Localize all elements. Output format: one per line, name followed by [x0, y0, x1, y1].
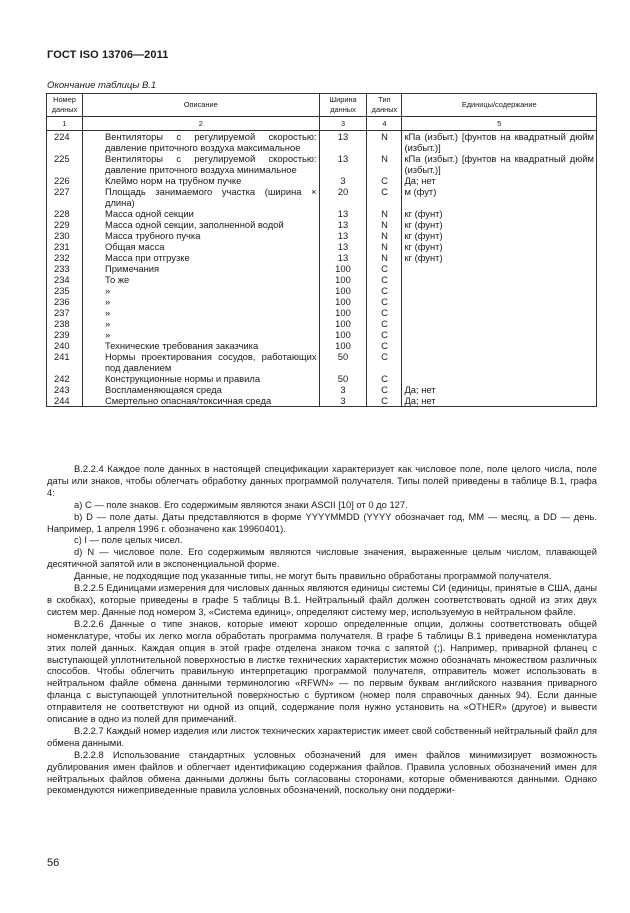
- cell-type: N: [367, 230, 402, 241]
- table-row: [47, 285, 597, 296]
- cell-width: 50: [319, 373, 367, 384]
- description-text: То же: [104, 274, 130, 285]
- cell-width: 3: [319, 175, 367, 186]
- data-table: [46, 93, 597, 407]
- paragraph: с) I — поле целых чисел.: [74, 534, 183, 546]
- table-header-row: [47, 94, 597, 117]
- description-text: Площадь занимаемого участка (ширина × длина): [104, 186, 317, 208]
- cell-units: м (фут): [402, 186, 597, 208]
- cell-description: [82, 219, 319, 230]
- cell-number: 235: [47, 285, 83, 296]
- header-description: Описание: [82, 94, 319, 117]
- cell-type: С: [367, 329, 402, 340]
- cell-width: 13: [319, 241, 367, 252]
- cell-number: 231: [47, 241, 83, 252]
- cell-units: [402, 329, 597, 340]
- description-text: Вентиляторы с регулируемой скоростью: давление приточного воздуха максимальное: [104, 131, 317, 153]
- cell-description: [82, 241, 319, 252]
- cell-type: С: [367, 384, 402, 395]
- column-number: 3: [319, 117, 367, 131]
- description-text: »: [104, 296, 111, 307]
- table-row: [47, 186, 597, 208]
- cell-number: 230: [47, 230, 83, 241]
- cell-type: С: [367, 340, 402, 351]
- cell-width: 13: [319, 208, 367, 219]
- cell-number: 229: [47, 219, 83, 230]
- cell-units: кг (фунт): [402, 252, 597, 263]
- description-text: Масса одной секции, заполненной водой: [104, 219, 284, 230]
- cell-type: N: [367, 131, 402, 154]
- table-row: [47, 373, 597, 384]
- paragraph: В.2.2.8 Использование стандартных условных обозначений для имен файлов минимизирует возможность дублирования имен файлов и облегчает идентификацию содержания файлов. Правила условных обозначений имен для нейтральных файлов обмена данными должны быть согласованы сторонами, которые обмениваются данными. Однако рекомендуются нижеприведенные правила условных обозначений, поскольку они поддержи-: [47, 748, 597, 796]
- table-row: [47, 351, 597, 373]
- cell-description: [82, 340, 319, 351]
- body-text: [47, 463, 597, 796]
- cell-number: 228: [47, 208, 83, 219]
- cell-description: [82, 153, 319, 175]
- cell-description: [82, 296, 319, 307]
- cell-type: С: [367, 186, 402, 208]
- cell-description: [82, 307, 319, 318]
- cell-width: 50: [319, 351, 367, 373]
- cell-description: [82, 131, 319, 154]
- cell-type: С: [367, 274, 402, 285]
- table-row: [47, 329, 597, 340]
- table-row: [47, 208, 597, 219]
- paragraph: В.2.2.6 Данные о типе знаков, которые имеют хорошо определенные опции, должны соответствовать общей номенклатуре, чтобы их легко могла обработать программа получателя. В графе 5 таблицы В.1 приведена номенклатура этих полей данных. Каждая опция в этой графе отделена знаком точка с запятой (;). Например, приварной фланец с выступающей уплотнительной поверхностью в листке технических характеристик можно обозначать множеством различных способов. Чтобы облегчить правильную интерпретацию программой получателя, отправитель может использовать в нейтральном файле обмена данными терминологию «RFWN» — по первым буквам английского названия приварного фланца с выступающей уплотнительной поверхностью с буртиком (номер поля справочных данных 94). Если данные отправителя не соответствуют ни одной из опций, содержание поля нужно установить на «OTHER» (другое) и вывести описание в одно из полей для примечаний.: [47, 617, 597, 725]
- header-type: Тип данных: [367, 94, 402, 117]
- cell-type: С: [367, 351, 402, 373]
- table-row: [47, 274, 597, 285]
- cell-description: [82, 373, 319, 384]
- cell-units: [402, 263, 597, 274]
- cell-type: N: [367, 252, 402, 263]
- cell-type: С: [367, 307, 402, 318]
- cell-type: С: [367, 395, 402, 407]
- cell-description: [82, 318, 319, 329]
- cell-description: [82, 186, 319, 208]
- paragraph: В.2.2.7 Каждый номер изделия или листок технических характеристик имеет свой собственный нейтральный файл для обмена данными.: [47, 724, 597, 748]
- document-header: ГОСТ ISO 13706—2011: [47, 49, 169, 61]
- cell-number: 239: [47, 329, 83, 340]
- table-row: [47, 296, 597, 307]
- table-body: [47, 131, 597, 407]
- cell-units: [402, 296, 597, 307]
- cell-width: 100: [319, 296, 367, 307]
- paragraph: Данные, не подходящие под указанные типы, не могут быть правильно обработаны программой получателя.: [74, 570, 552, 582]
- description-text: »: [104, 307, 111, 318]
- cell-width: 100: [319, 318, 367, 329]
- description-text: Конструкционные нормы и правила: [104, 373, 261, 384]
- column-number-row: [47, 117, 597, 131]
- description-text: Технические требования заказчика: [104, 340, 259, 351]
- cell-number: 240: [47, 340, 83, 351]
- cell-units: [402, 285, 597, 296]
- cell-width: 100: [319, 274, 367, 285]
- cell-width: 13: [319, 153, 367, 175]
- page-number: 56: [47, 857, 60, 869]
- column-number: 1: [47, 117, 83, 131]
- table-row: [47, 219, 597, 230]
- cell-description: [82, 230, 319, 241]
- cell-description: [82, 274, 319, 285]
- description-text: »: [104, 285, 111, 296]
- cell-description: [82, 329, 319, 340]
- cell-description: [82, 175, 319, 186]
- table-row: [47, 131, 597, 154]
- cell-units: кг (фунт): [402, 241, 597, 252]
- table-row: [47, 153, 597, 175]
- cell-number: 233: [47, 263, 83, 274]
- table-row: [47, 175, 597, 186]
- cell-units: кг (фунт): [402, 208, 597, 219]
- description-text: Масса одной секции: [104, 208, 194, 219]
- cell-type: С: [367, 263, 402, 274]
- cell-number: 243: [47, 384, 83, 395]
- table-row: [47, 307, 597, 318]
- cell-description: [82, 263, 319, 274]
- cell-units: [402, 274, 597, 285]
- cell-description: [82, 285, 319, 296]
- header-units: Единицы/содержание: [402, 94, 597, 117]
- table-row: [47, 230, 597, 241]
- cell-type: N: [367, 219, 402, 230]
- cell-width: 3: [319, 384, 367, 395]
- cell-type: С: [367, 296, 402, 307]
- cell-type: N: [367, 241, 402, 252]
- table-row: [47, 252, 597, 263]
- cell-number: 241: [47, 351, 83, 373]
- cell-units: кПа (избыт.) [фунтов на квадратный дюйм (избыт.)]: [402, 131, 597, 154]
- cell-units: Да; нет: [402, 175, 597, 186]
- cell-number: 242: [47, 373, 83, 384]
- cell-width: 100: [319, 329, 367, 340]
- paragraph: b) D — поле даты. Даты представляются в форме YYYYMMDD (YYYY обозначает год, ММ — месяц, а DD — день. Например, 1 апреля 1996 г. обозначено как 19960401).: [47, 510, 597, 534]
- table-row: [47, 384, 597, 395]
- cell-width: 20: [319, 186, 367, 208]
- description-text: »: [104, 329, 111, 340]
- cell-number: 226: [47, 175, 83, 186]
- description-text: »: [104, 318, 111, 329]
- cell-width: 13: [319, 230, 367, 241]
- cell-number: 244: [47, 395, 83, 407]
- cell-number: 236: [47, 296, 83, 307]
- description-text: Клеймо норм на трубном пучке: [104, 175, 242, 186]
- paragraph: d) N — числовое поле. Его содержимым являются числовые значения, выраженные целым числом, плавающей десятичной запятой или в экспоненциальной форме.: [47, 546, 597, 570]
- description-text: Примечания: [104, 263, 160, 274]
- cell-number: 227: [47, 186, 83, 208]
- cell-units: кг (фунт): [402, 219, 597, 230]
- table-row: [47, 395, 597, 407]
- paragraph: В.2.2.5 Единицами измерения для числовых данных являются единицы системы СИ (единицы, принятые в США, даны в скобках), которые приведены в графе 5 таблицы В.1. Нейтральный файл должен соответствовать одной из этих двух систем мер. Данные под номером 3, «Система единиц», определяют систему мер, используемую в нейтральном файле.: [47, 582, 597, 617]
- cell-width: 100: [319, 263, 367, 274]
- description-text: Масса при отгрузке: [104, 252, 190, 263]
- cell-type: N: [367, 153, 402, 175]
- cell-number: 237: [47, 307, 83, 318]
- cell-description: [82, 252, 319, 263]
- cell-width: 100: [319, 340, 367, 351]
- cell-description: [82, 395, 319, 407]
- column-number: 5: [402, 117, 597, 131]
- column-number: 4: [367, 117, 402, 131]
- table-row: [47, 263, 597, 274]
- cell-type: С: [367, 318, 402, 329]
- header-number: Номер данных: [47, 94, 83, 117]
- cell-units: [402, 340, 597, 351]
- description-text: Нормы проектирования сосудов, работающих под давлением: [104, 351, 317, 373]
- description-text: Воспламеняющаяся среда: [104, 384, 222, 395]
- cell-width: 13: [319, 219, 367, 230]
- cell-description: [82, 384, 319, 395]
- description-text: Вентиляторы с регулируемой скоростью: давление приточного воздуха минимальное: [104, 153, 317, 175]
- cell-width: 3: [319, 395, 367, 407]
- table-caption: Окончание таблицы В.1: [47, 80, 157, 91]
- cell-description: [82, 208, 319, 219]
- cell-type: С: [367, 285, 402, 296]
- column-number: 2: [82, 117, 319, 131]
- cell-units: [402, 351, 597, 373]
- cell-number: 232: [47, 252, 83, 263]
- cell-width: 100: [319, 285, 367, 296]
- paragraph: В.2.2.4 Каждое поле данных в настоящей спецификации характеризует как числовое поле, поле целого числа, поле даты или знаков, чтобы облегчать обработку данных программой получателя. Типы полей приведены в таблице В.1, графа 4:: [47, 463, 597, 498]
- cell-width: 13: [319, 252, 367, 263]
- cell-type: С: [367, 175, 402, 186]
- table-row: [47, 340, 597, 351]
- cell-number: 234: [47, 274, 83, 285]
- description-text: Масса трубного пучка: [104, 230, 201, 241]
- cell-units: [402, 307, 597, 318]
- description-text: Смертельно опасная/токсичная среда: [104, 395, 272, 406]
- cell-units: кг (фунт): [402, 230, 597, 241]
- cell-units: [402, 373, 597, 384]
- cell-description: [82, 351, 319, 373]
- cell-number: 224: [47, 131, 83, 154]
- paragraph: а) С — поле знаков. Его содержимым являются знаки ASCII [10] от 0 до 127.: [74, 498, 408, 510]
- cell-units: [402, 318, 597, 329]
- cell-units: кПа (избыт.) [фунтов на квадратный дюйм (избыт.)]: [402, 153, 597, 175]
- description-text: Общая масса: [104, 241, 165, 252]
- cell-width: 100: [319, 307, 367, 318]
- cell-width: 13: [319, 131, 367, 154]
- cell-number: 238: [47, 318, 83, 329]
- cell-type: N: [367, 208, 402, 219]
- cell-type: С: [367, 373, 402, 384]
- cell-number: 225: [47, 153, 83, 175]
- header-width: Ширина данных: [319, 94, 367, 117]
- cell-units: Да; нет: [402, 395, 597, 407]
- table-row: [47, 241, 597, 252]
- table-row: [47, 318, 597, 329]
- cell-units: Да; нет: [402, 384, 597, 395]
